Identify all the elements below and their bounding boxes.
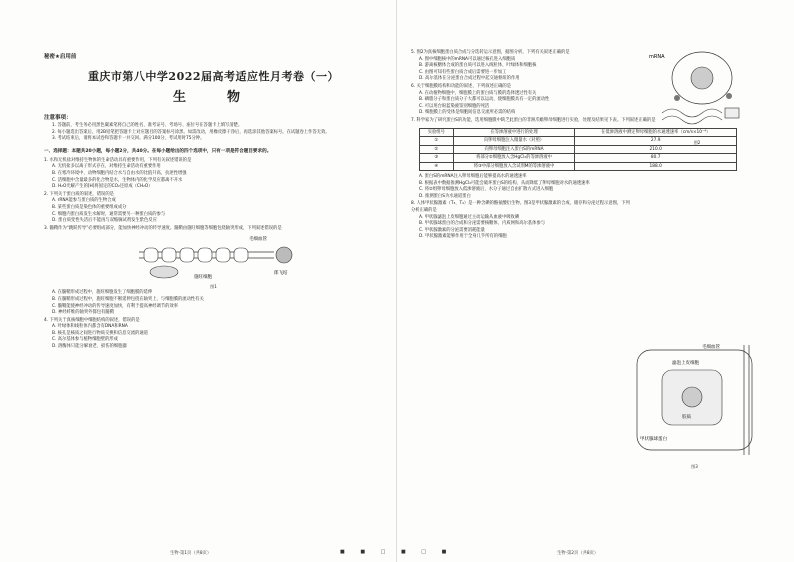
option: C. 甲状腺激素的分泌需要消耗能量 [419,227,485,233]
option: D. 高尔基体在分泌蛋白合成过程中起交通枢纽的作用 [419,76,520,82]
table-cell: 向卵母细胞注入蛋白S的mRNA [453,145,575,154]
option: A. 在动植物细胞中，细胞膜上的蛋白质与膜的选择透过性有关 [419,90,537,96]
table-cell: ② [420,145,454,154]
table-cell: 188.0 [575,162,737,171]
option: A. 甲状腺滤泡上皮细胞通过主动运输从血液中吸收碘 [419,214,520,220]
table-cell: ③ [420,154,454,163]
option: D. 甲状腺激素能够作用于全身几乎所有的细胞 [419,234,507,240]
question-stem: 1. 水和无机盐对维持生物体的生命活动具有重要作用，下列有关叙述错误的是 [44,157,192,163]
question-stem: 7. 科学家为了研究蛋白S的功能，选用细胞膜中缺乏此蛋白的非洲爪蟾卵母细胞进行实验，处理及结果见下表。下列叙述正确的是 [411,117,656,123]
option: A. 无机盐多以离子形式存在，对维持生命活动有重要作用 [52,164,161,170]
table-header: 实验组号 [420,128,454,137]
option: A. 图中细胞核中的mRNA可以通过核孔进入细胞质 [419,56,516,62]
figure-label: 毛细血管 [249,237,267,243]
figure-caption: 图3 [691,464,698,469]
table-cell: 80.7 [575,154,737,163]
alignment-marks: ■ ■ □ ■ □ ■ [340,549,454,555]
notice-item: 3. 考试结束后，请将本试卷和答题卡一并交回。满分100分，考试用时75分钟。 [52,136,205,142]
option: D. H₂O光解产生的[H]将固定的CO₂还原成（CH₂O） [52,184,153,190]
question-stem: 8. 人体甲状腺激素（T₃、T₄）是一种含碘的酪氨酸衍生物。图3是甲状腺激素的合成、储存和分泌过程示意图，下列分析正确的是 [411,201,630,213]
table-row [420,145,737,154]
question-3 [44,226,383,317]
option: B. 在髓鞘形成过程中，施旺细胞不断延伸包绕在轴突上，与细胞膜的流动性有关 [52,296,204,302]
page-footer-left: 生物·第1页（共8页） [170,551,212,556]
option: D. 蛋白质变性失活后不能再与双缩脲试剂发生紫色反应 [52,218,157,224]
option: D. 溶酶体只能分解衰老、损伤的细胞器 [52,344,127,350]
exam-subject: 生 物 [172,90,254,105]
question-stem: 3. 髓鞘作为“跳跃传导”必要组成部分，能加快神经冲动的传导速度。髓鞘由施旺细胞等细胞包绕轴突形成，下列叙述错误的是 [44,225,282,231]
figure-caption: 图1 [210,284,217,290]
figure-2 [647,48,747,143]
option: B. 某些蛋白质是染色体的重要组成成分 [52,204,127,210]
question-1 [44,158,383,191]
option: B. 核孔是核质之间进行物质交换和信息交流的通道 [52,330,148,336]
figure-label: 甲状腺球蛋白 [640,437,667,442]
option: D. 细胞膜上的受体是细胞间信息交流所必需的结构 [419,110,516,116]
option: C. 细胞内蛋白质发生水解时，通常需要另一种蛋白质的参与 [52,211,166,217]
table-cell: 将部分②细胞放入含HgCl₂的等渗溶液中 [453,154,575,163]
table-cell: 27.9 [575,137,737,146]
question-stem: 2. 下列关于蛋白质的叙述，错误的是 [44,191,114,197]
page-footer-right: 生物·第2页（共8页） [557,551,599,556]
notice-heading: 注意事项： [44,115,72,121]
table-cell: ① [420,137,454,146]
protein-sorting-diagram [647,48,747,136]
figure-label: 郎飞结 [274,271,288,277]
option: B. 磷脂分子和蛋白质分子大都可以运动，使细胞膜具有一定的流动性 [419,97,550,103]
question-stem: 4. 下列关于真核细胞中细胞结构的叙述，错误的是 [44,317,140,323]
question-2 [44,192,383,225]
option: A. 在髓鞘形成过程中，施旺细胞发生了细胞膜的延伸 [52,290,153,296]
option: B. 根据表中数据推测HgCl₂可能会破坏蛋白S的结构，从而降低了卵母细胞对水的通透速率 [419,180,590,186]
question-stem: 5. 图2为真核细胞蛋白质合成与分选转运示意图，据图分析，下列有关叙述正确的是 [411,50,570,55]
figure-label: 施旺细胞 [194,275,212,281]
section-heading: 一、选择题：本题共20小题，每小题2分，共40分。在每小题给出的四个选项中，只有一项是符合题目要求的。 [44,148,272,154]
option: A. rRNA能参与蛋白质的生物合成 [52,198,116,204]
option: B. 游离核糖体合成的蛋白质可以进入线粒体、叶绿体和细胞核 [419,63,537,69]
question-8 [411,201,764,241]
option: A. 叶绿体和线粒体内都含有DNA和RNA [52,324,128,330]
question-stem: 6. 关于细胞膜结构和功能的叙述，下列叙述正确的是 [411,83,511,89]
option: C. 高尔基体参与植物细胞壁的形成 [52,337,118,343]
secret-mark: 秘密★启用前 [44,54,77,60]
option: C. 由图可知有些蛋白质合成后需要进一步加工 [419,69,507,75]
option: D. 推测蛋白S为水通道蛋白 [419,193,471,199]
table-cell: ④ [420,162,454,171]
table-row [420,162,737,171]
notice-item: 1. 答题前，考生务必用黑色碳素笔将自己的姓名、准考证号、考场号、座位号在答题卡上填写清楚。 [52,123,243,128]
table-cell: 将③中部分细胞放入含试剂M的等渗溶液中 [453,162,575,171]
option: D. 神经纤维的轴突外都包有髓鞘 [52,310,114,316]
option: A. 蛋白S的mRNA注入卵母细胞后能够提高水的通透速率 [419,174,527,180]
figure-caption: 图2 [693,140,701,145]
thyroid-diagram [632,340,757,460]
question-4 [44,318,383,351]
option: B. 在寒冷环境中，动物细胞内结合水与自由水的比值升高，抗逆性增强 [52,170,187,176]
table-row [420,154,737,163]
figure-1 [44,232,383,284]
figure-3 [632,340,757,470]
figure-label: 毛细血管 [702,345,720,350]
neuron-diagram [44,232,344,282]
option: C. 活细胞中含量最多的化合物是水，生物体内的化学反应都离不开水 [52,177,183,183]
exam-title: 重庆市第八中学2022届高考适应性月考卷（一） [87,70,340,83]
table-header: 在等渗溶液中进行的处理 [453,128,575,137]
option: C. 可以用台盼蓝染液鉴别细胞的死活 [419,103,490,109]
option: C. 髓鞘能使神经冲动的传导速度加快，有利于提高神经调节的效率 [52,303,179,309]
table-header: 在低渗溶液中测定卵母细胞的水通透速率（cm/s×10⁻⁴） [575,128,737,137]
figure-label: mRNA [649,54,665,60]
figure-label: 胶质 [682,415,691,420]
option: B. 甲状腺球蛋白的合成和分泌需要核糖体、内质网和高尔基体参与 [419,221,545,227]
table-cell: 向卵母细胞注入微量水（对照） [453,137,575,146]
figure-label: 滤泡上皮细胞 [672,361,699,366]
notice-item: 2. 每小题选出答案后，用2B铅笔把答题卡上对应题目的答案标号涂黑。如需改动，用橡皮擦干净后，再选涂其他答案标号。在试题卷上作答无效。 [52,129,330,135]
table-cell: 210.0 [575,145,737,154]
page-right [397,0,794,562]
option: C. 将②组卵母细胞放入低渗溶液后，水分子通过自由扩散方式进入细胞 [419,187,554,193]
